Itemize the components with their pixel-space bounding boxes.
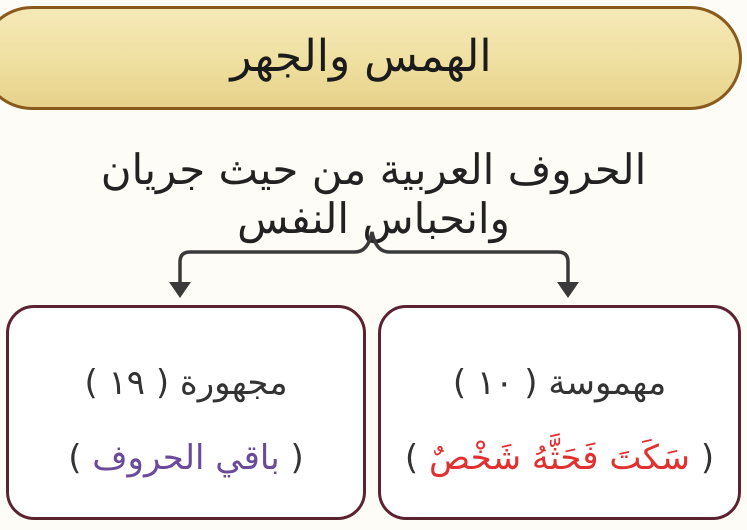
voiced-letters-box	[6, 305, 366, 520]
diagram-subtitle: الحروف العربية من حيث جريان وانحباس النفس	[100, 145, 647, 243]
arrowhead-left	[169, 282, 191, 298]
whispered-paren-close: )	[404, 438, 419, 478]
banner-title: الهمس والجهر	[230, 31, 492, 82]
whispered-letters-line	[381, 438, 738, 478]
voiced-paren-close: )	[68, 438, 82, 478]
branch-bracket	[180, 232, 568, 282]
whispered-letters-box	[378, 305, 741, 520]
whispered-letters: سَكَتَ فَحَثَّهُ شَخْصٌ	[428, 438, 691, 478]
voiced-heading: مجهورة ( ١٩ )	[84, 363, 288, 403]
voiced-letters: باقي الحروف	[92, 438, 280, 478]
voiced-paren-open: (	[290, 438, 304, 478]
whispered-paren-open: (	[700, 438, 715, 478]
voiced-letters-line	[9, 438, 363, 478]
whispered-heading: مهموسة ( ١٠ )	[452, 363, 667, 403]
arrowhead-right	[557, 282, 579, 298]
